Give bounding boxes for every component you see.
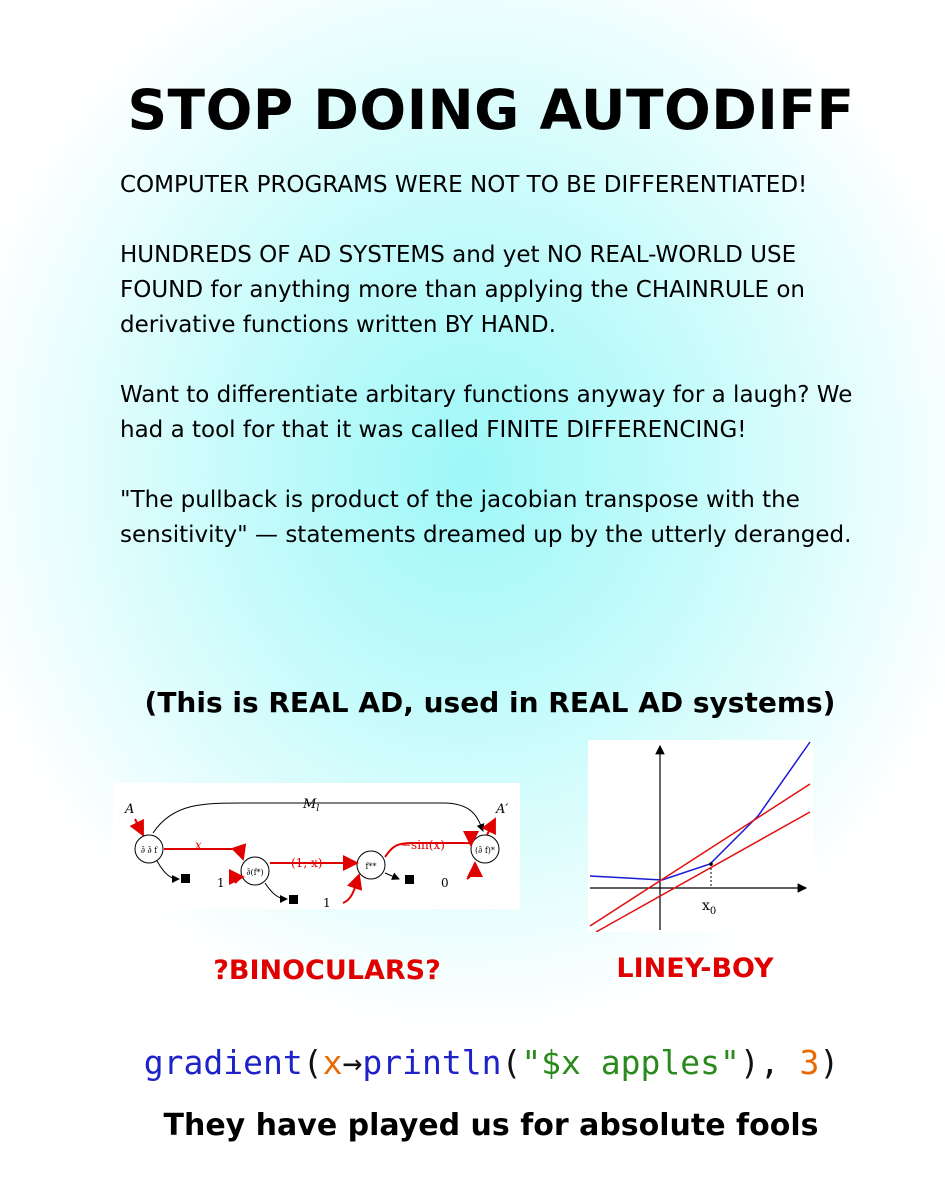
real-ad-subtitle: (This is REAL AD, used in REAL AD systems) [144, 686, 836, 719]
label-one-a: 1 [217, 876, 225, 890]
code-number: 3 [799, 1043, 820, 1082]
x0-label: $x_0$ [702, 898, 717, 917]
code-arg: x [322, 1043, 343, 1082]
label-a: A [125, 802, 135, 817]
edge-up-2 [235, 877, 243, 883]
arrow-a-in [135, 819, 143, 835]
square-3 [405, 875, 414, 884]
label-ml: $M_l$ [303, 797, 320, 814]
label-zero: 0 [441, 876, 449, 890]
square-2 [289, 895, 298, 904]
edge-sq-3 [385, 873, 399, 879]
curve [590, 742, 810, 880]
square-1 [181, 874, 190, 883]
svg-text:f**: f** [365, 862, 377, 871]
label-one-b: 1 [323, 896, 331, 909]
svg-text:(∂̄ f)*: (∂̄ f)* [475, 846, 495, 855]
tangent-2 [596, 812, 810, 932]
liney-boy-caption: LINEY-BOY [616, 953, 774, 984]
label-x: x [195, 838, 202, 852]
arrow-a-out [487, 819, 495, 835]
paragraph-pullback: "The pullback is product of the jacobian transpose with the sensitivity" — statements dreamed up by the utterly deranged. [120, 487, 852, 548]
paragraph-programs: COMPUTER PROGRAMS WERE NOT TO BE DIFFERENTIATED! [120, 172, 808, 198]
binoculars-caption: ?BINOCULARS? [213, 955, 441, 986]
punchline: They have played us for absolute fools [163, 1108, 819, 1143]
code-snippet: gradient(x→println("$x apples"), 3) [143, 1043, 840, 1082]
edge-x [164, 849, 243, 859]
edge-up-3 [343, 875, 359, 903]
svg-text:∂̄(f*): ∂̄(f*) [246, 868, 264, 877]
paragraph-finite-differencing: Want to differentiate arbitary functions anyway for a laugh? We had a tool for that it was called FINITE DIFFERENCING! [120, 382, 853, 443]
code-fn: gradient [143, 1043, 303, 1082]
edge-up-4 [467, 863, 475, 879]
svg-text:∂̄ ∂̄ f: ∂̄ ∂̄ f [140, 846, 158, 855]
label-1x: (1, x) [291, 856, 323, 870]
liney-boy-plot [588, 740, 813, 932]
x0-point [709, 862, 713, 866]
label-a-prime: A′ [496, 802, 509, 817]
label-sin: −sin(x) [401, 838, 445, 852]
plot-svg [588, 740, 813, 932]
meme-title: STOP DOING AUTODIFF [127, 78, 855, 142]
paragraph-ad-systems: HUNDREDS OF AD SYSTEMS and yet NO REAL-WORLD USE FOUND for anything more than applying the CHAINRULE on derivative functions written BY HAND. [120, 242, 805, 338]
diagram-svg [113, 783, 520, 909]
body-text [120, 168, 880, 588]
edge-sq-2 [265, 883, 287, 899]
code-fn2: println [362, 1043, 502, 1082]
edge-sq-1 [157, 861, 179, 879]
code-arrow: → [342, 1043, 363, 1082]
tangent-1 [590, 784, 810, 926]
code-string: "$x apples" [521, 1043, 740, 1082]
binoculars-diagram [113, 783, 520, 909]
